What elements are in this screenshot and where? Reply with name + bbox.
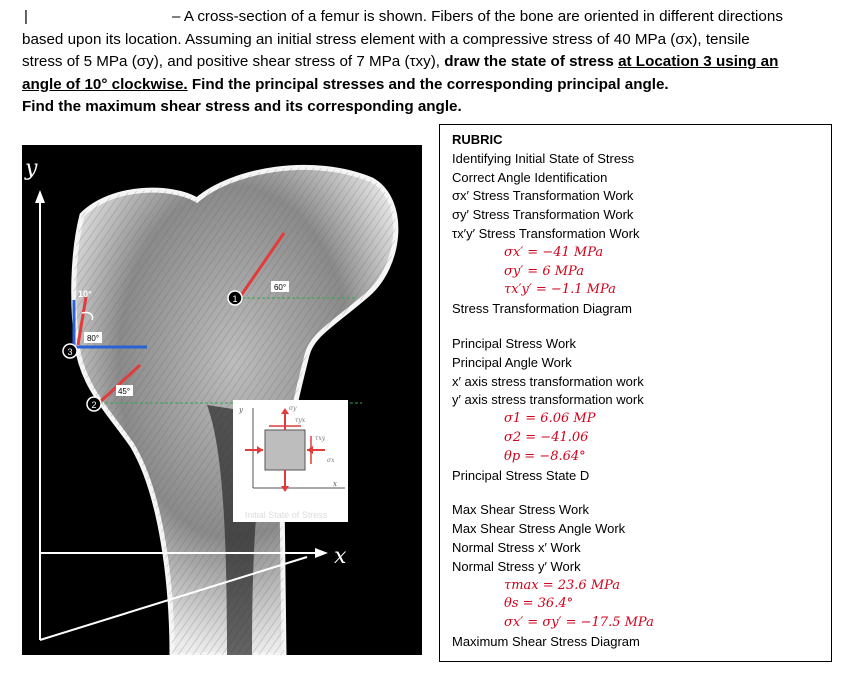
- problem-line-1: – A cross-section of a femur is shown. Fibers of the bone are oriented in different directions: [172, 8, 783, 25]
- problem-line-4-underline: angle of 10° clockwise.: [22, 75, 188, 93]
- rubric-result: σ2 = −41.06: [504, 429, 589, 445]
- problem-line-3-text: stress of 5 MPa (σy), and positive shear stress of 7 MPa (τxy),: [22, 53, 440, 70]
- angle-45-label: 45°: [117, 387, 131, 396]
- inset-caption: Initial State of Stress: [244, 510, 328, 520]
- rubric-item: Principal Angle Work: [452, 354, 572, 370]
- rubric-result: θp = −8.64°: [504, 448, 586, 464]
- y-axis-label: y: [25, 156, 38, 181]
- angle-10-label: 10°: [78, 289, 92, 299]
- rubric-result: θs = 36.4°: [504, 596, 574, 612]
- rubric-diagram-item: Stress Transformation Diagram: [452, 301, 632, 317]
- rubric-result: σx′ = σy′ = −17.5 MPa: [504, 615, 654, 631]
- angle-60-label: 60°: [273, 283, 287, 292]
- problem-line-3-underline: at Location 3 using an: [618, 53, 779, 70]
- location-3-label: 3: [67, 347, 73, 357]
- problem-statement: [22, 6, 837, 119]
- femur-figure: [22, 145, 422, 655]
- inset-tau-yx: τyx: [295, 417, 306, 424]
- rubric-diagram-item: Maximum Shear Stress Diagram: [452, 633, 640, 649]
- x-axis-label: x: [334, 544, 347, 569]
- problem-line-3: [22, 51, 837, 74]
- rubric-item: σx′ Stress Transformation Work: [452, 188, 634, 204]
- inset-x-label: x: [333, 480, 337, 488]
- problem-line-4: [22, 74, 837, 97]
- rubric-item: Correct Angle Identification: [452, 169, 608, 185]
- rubric-result: σ1 = 6.06 MP: [504, 411, 596, 427]
- inset-sigma-y: σy: [289, 405, 297, 412]
- text-caret: |: [24, 8, 28, 25]
- rubric-result: σy′ = 6 MPa: [504, 263, 584, 279]
- problem-line-5: [22, 96, 837, 119]
- location-2-label: 2: [91, 400, 97, 410]
- rubric-result: τmax = 23.6 MPa: [504, 577, 621, 593]
- rubric-result: σx′ = −41 MPa: [504, 244, 604, 260]
- problem-line-5-bold: Find the maximum shear stress and its corresponding angle.: [22, 98, 462, 115]
- inset-sigma-x: σx: [327, 457, 335, 464]
- rubric-item: Normal Stress x′ Work: [452, 539, 581, 555]
- problem-line-2: based upon its location. Assuming an initial stress element with a compressive stress of 40 MPa (σx), tensile: [22, 30, 750, 48]
- inset-y-label: y: [239, 406, 243, 414]
- problem-line-3-bold: draw the state of stress: [439, 53, 619, 70]
- rubric-result: τx′y′ = −1.1 MPa: [504, 282, 616, 298]
- rubric-item: Max Shear Stress Angle Work: [452, 521, 626, 537]
- rubric-box: [439, 124, 832, 662]
- rubric-item: σy′ Stress Transformation Work: [452, 207, 634, 223]
- rubric-item: Max Shear Stress Work: [452, 502, 590, 518]
- rubric-item: Normal Stress y′ Work: [452, 558, 581, 574]
- rubric-item: Principal Stress Work: [452, 335, 577, 351]
- rubric-item: y′ axis stress transformation work: [452, 392, 644, 408]
- initial-stress-inset: [233, 400, 348, 522]
- problem-line-4-bold: Find the principal stresses and the corresponding principal angle.: [187, 75, 669, 93]
- inset-tau-xy: τxy: [315, 435, 326, 442]
- rubric-title: RUBRIC: [452, 132, 503, 147]
- location-1-label: 1: [232, 294, 238, 304]
- stress-element-diagram: [233, 400, 348, 500]
- x-axis-arrow-layer: [22, 145, 422, 655]
- rubric-item: τx′y′ Stress Transformation Work: [452, 225, 640, 241]
- x-axis-arrow: [315, 548, 328, 558]
- angle-80-label: 80°: [86, 334, 100, 343]
- rubric-item: Identifying Initial State of Stress: [452, 150, 635, 166]
- rubric-item: x′ axis stress transformation work: [452, 373, 644, 389]
- rubric-diagram-item: Principal Stress State D: [452, 467, 590, 483]
